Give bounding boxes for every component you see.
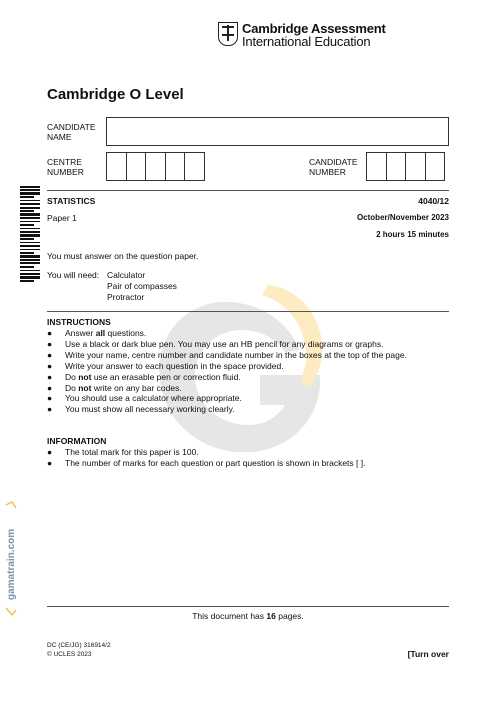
centre-number-field[interactable] xyxy=(107,152,205,181)
equipment-item: Protractor xyxy=(107,292,145,302)
list-item: ● The number of marks for each question or part question is shown in brackets [ ]. xyxy=(47,457,366,468)
candidate-number-cell[interactable] xyxy=(425,152,446,181)
list-item: ● Write your answer to each question in the space provided. xyxy=(47,360,284,371)
list-item: ● Answer all questions. xyxy=(47,328,147,338)
list-item: ● You must show all necessary working clearly. xyxy=(47,404,235,415)
candidate-number-cell[interactable] xyxy=(366,152,387,181)
list-item: ● Write your name, centre number and candidate number in the boxes at the top of the page. xyxy=(47,349,407,360)
candidate-number-field[interactable] xyxy=(367,152,445,181)
svg-text:gamatrain.com: gamatrain.com xyxy=(6,528,17,600)
logo-line-2: International Education xyxy=(242,34,371,49)
paper-number: Paper 1 xyxy=(47,213,77,223)
equipment-item: Pair of compasses xyxy=(107,281,177,291)
information-heading: INFORMATION xyxy=(47,436,107,446)
barcode xyxy=(20,186,40,282)
candidate-number-cell[interactable] xyxy=(386,152,407,181)
centre-number-cell[interactable] xyxy=(126,152,147,181)
divider xyxy=(47,606,449,607)
instructions-list xyxy=(47,328,407,415)
equipment-item: Calculator xyxy=(107,270,146,280)
exam-session: October/November 2023 xyxy=(356,213,449,222)
copyright: © UCLES 2023 xyxy=(47,651,92,658)
answer-note: You must answer on the question paper. xyxy=(47,251,199,261)
candidate-number-label: CANDIDATE NUMBER xyxy=(309,157,358,177)
centre-number-cell[interactable] xyxy=(106,152,127,181)
centre-number-cell[interactable] xyxy=(145,152,166,181)
document-code: DC (CE/JG) 316914/2 xyxy=(47,642,111,649)
gamatrain-watermark xyxy=(2,500,20,620)
turn-over: [Turn over xyxy=(407,649,449,659)
cambridge-logo xyxy=(218,22,386,48)
candidate-number-cell[interactable] xyxy=(405,152,426,181)
candidate-name-label: CANDIDATE NAME xyxy=(47,122,96,142)
candidate-name-field[interactable] xyxy=(106,117,449,146)
footer-codes xyxy=(47,641,111,659)
shield-icon xyxy=(218,22,238,46)
page-title: Cambridge O Level xyxy=(47,86,184,103)
logo-line-1: Cambridge Assessment xyxy=(242,21,386,36)
subject: STATISTICS xyxy=(47,196,96,206)
list-item: ● Use a black or dark blue pen. You may use an HB pencil for any diagrams or graphs. xyxy=(47,338,384,349)
exam-duration: 2 hours 15 minutes xyxy=(376,230,449,239)
divider xyxy=(47,311,449,312)
divider xyxy=(47,190,449,191)
paper-code: 4040/12 xyxy=(418,196,449,206)
page-count: This document has 16 pages. xyxy=(192,611,304,621)
centre-number-cell[interactable] xyxy=(165,152,186,181)
list-item: ● Do not write on any bar codes. xyxy=(47,382,182,393)
centre-number-label: CENTRE NUMBER xyxy=(47,157,84,177)
list-item: ● Do not use an erasable pen or correction fluid. xyxy=(47,371,241,382)
centre-number-cell[interactable] xyxy=(184,152,205,181)
instructions-heading: INSTRUCTIONS xyxy=(47,317,111,327)
list-item: ● You should use a calculator where appropriate. xyxy=(47,393,242,404)
information-list xyxy=(47,447,365,469)
list-item: ● The total mark for this paper is 100. xyxy=(47,447,199,457)
you-will-need-label: You will need: xyxy=(47,270,100,280)
